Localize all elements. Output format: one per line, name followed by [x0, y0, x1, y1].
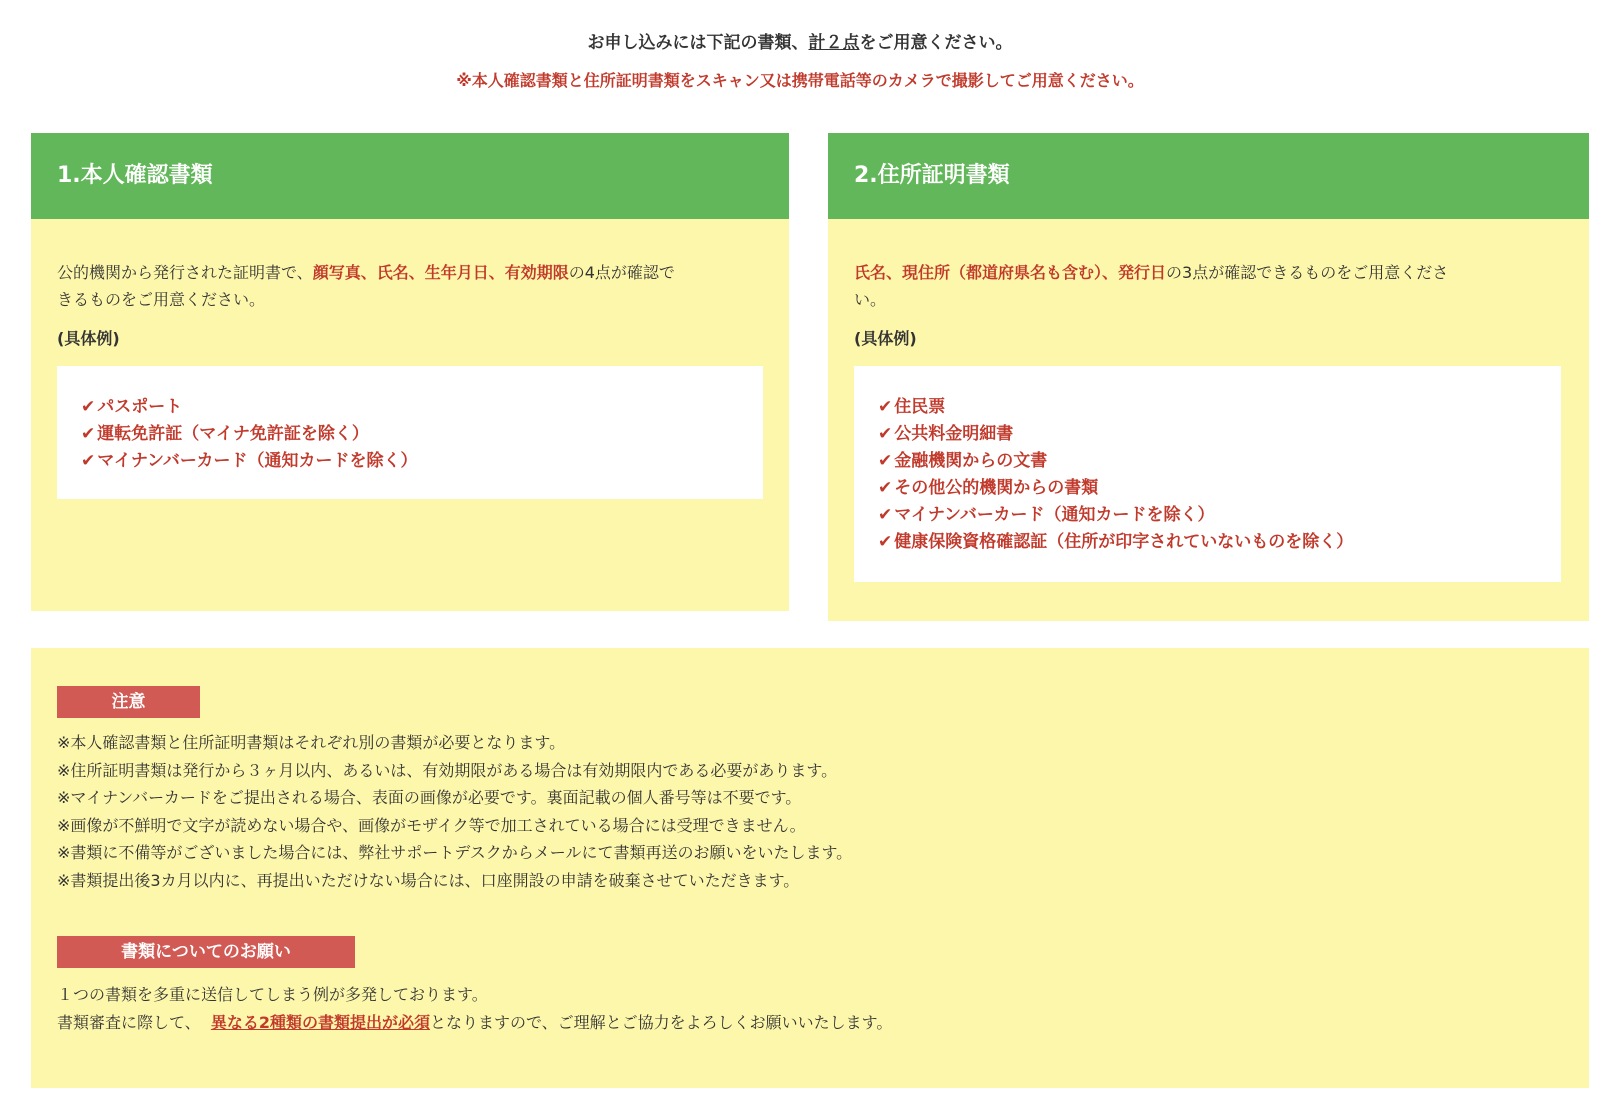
list-item	[878, 475, 1537, 502]
list-item	[81, 448, 739, 475]
caution-item: ※本人確認書類と住所証明書類はそれぞれ別の書類が必要となります。	[57, 733, 566, 752]
caution-item: ※住所証明書類は発行から３ヶ月以内、あるいは、有効期限がある場合は有効期限内である必要があります。	[57, 760, 838, 780]
check-icon: ✔	[81, 451, 96, 471]
notes-section	[31, 648, 1589, 1088]
check-icon: ✔	[878, 424, 893, 444]
intro-line-1-pre: お申し込みには下記の書類、	[587, 33, 809, 53]
list-item-label: その他公的機関からの書類	[894, 478, 1099, 498]
list-item	[878, 502, 1537, 529]
caution-item: ※マイナンバーカードをご提出される場合、表面の画像が必要です。裏面記載の個人番号等は不要です。	[57, 788, 802, 807]
identity-card-title: 1.本人確認書類	[31, 133, 789, 219]
identity-example-list	[57, 366, 763, 499]
list-item-label: 住民票	[894, 397, 946, 417]
check-icon: ✔	[878, 397, 893, 417]
request-line-1: １つの書類を多重に送信してしまう例が多発しております。	[57, 985, 488, 1004]
request-line-2-post: となりますので、ご理解とご協力をよろしくお願いいたします。	[430, 1012, 893, 1032]
address-example-label: (具体例)	[854, 329, 917, 348]
address-example-list	[854, 366, 1561, 582]
identity-desc-emphasis: 顔写真、氏名、生年月日、有効期限	[312, 263, 569, 282]
intro-total-count: 計２点	[808, 33, 860, 53]
check-icon: ✔	[878, 451, 893, 471]
intro-line-1-post: をご用意ください。	[859, 33, 1013, 53]
address-card-description	[854, 259, 1448, 313]
address-desc-emphasis: 氏名、現住所（都道府県名も含む）、発行日	[854, 263, 1167, 282]
caution-item: ※書類に不備等がございました場合には、弊社サポートデスクからメールにて書類再送のお願いをいたします。	[57, 843, 853, 862]
caution-item: ※画像が不鮮明で文字が読めない場合や、画像がモザイク等で加工されている場合には受理できません。	[57, 815, 806, 835]
request-line-2	[57, 1009, 892, 1037]
identity-desc-post-1: の4点が確認で	[568, 263, 675, 282]
request-tag: 書類についてのお願い	[57, 936, 355, 968]
address-card-title: 2.住所証明書類	[828, 133, 1589, 219]
list-item	[878, 448, 1537, 475]
check-icon: ✔	[878, 532, 893, 552]
list-item	[878, 421, 1537, 448]
list-item-label: 公共料金明細書	[894, 424, 1014, 444]
intro-line-1	[0, 28, 1600, 53]
list-item	[81, 421, 739, 448]
address-documents-card	[828, 133, 1589, 621]
caution-tag: 注意	[57, 686, 200, 718]
address-desc-post-2: い。	[854, 290, 887, 309]
address-desc-post-1: の3点が確認できるものをご用意くださ	[1166, 263, 1449, 282]
identity-card-description	[57, 259, 675, 313]
list-item-label: パスポート	[97, 397, 183, 417]
check-icon: ✔	[878, 505, 893, 525]
list-item-label: 健康保険資格確認証（住所が印字されていないものを除く）	[894, 532, 1354, 552]
check-icon: ✔	[81, 397, 96, 417]
check-icon: ✔	[878, 478, 893, 498]
request-text	[57, 981, 892, 1036]
identity-example-label: (具体例)	[57, 329, 120, 348]
list-item	[878, 394, 1537, 421]
list-item	[81, 394, 739, 421]
two-documents-required-link[interactable]: 異なる2種類の書類提出が必須	[210, 1012, 430, 1032]
intro-line-2: ※本人確認書類と住所証明書類をスキャン又は携帯電話等のカメラで撮影してご用意ください。	[456, 71, 1144, 90]
list-item	[878, 529, 1537, 556]
identity-desc-post-2: きるものをご用意ください。	[57, 290, 266, 309]
identity-desc-pre: 公的機関から発行された証明書で、	[57, 263, 313, 282]
list-item-label: マイナンバーカード（通知カードを除く）	[97, 451, 418, 471]
request-line-2-pre: 書類審査に際して、	[57, 1012, 201, 1032]
check-icon: ✔	[81, 424, 96, 444]
list-item-label: 金融機関からの文書	[894, 451, 1048, 471]
caution-list	[57, 729, 852, 894]
list-item-label: マイナンバーカード（通知カードを除く）	[894, 505, 1215, 525]
list-item-label: 運転免許証（マイナ免許証を除く）	[97, 424, 369, 444]
identity-documents-card	[31, 133, 789, 611]
caution-item: ※書類提出後3カ月以内に、再提出いただけない場合には、口座開設の申請を破棄させていただきます。	[57, 870, 800, 890]
